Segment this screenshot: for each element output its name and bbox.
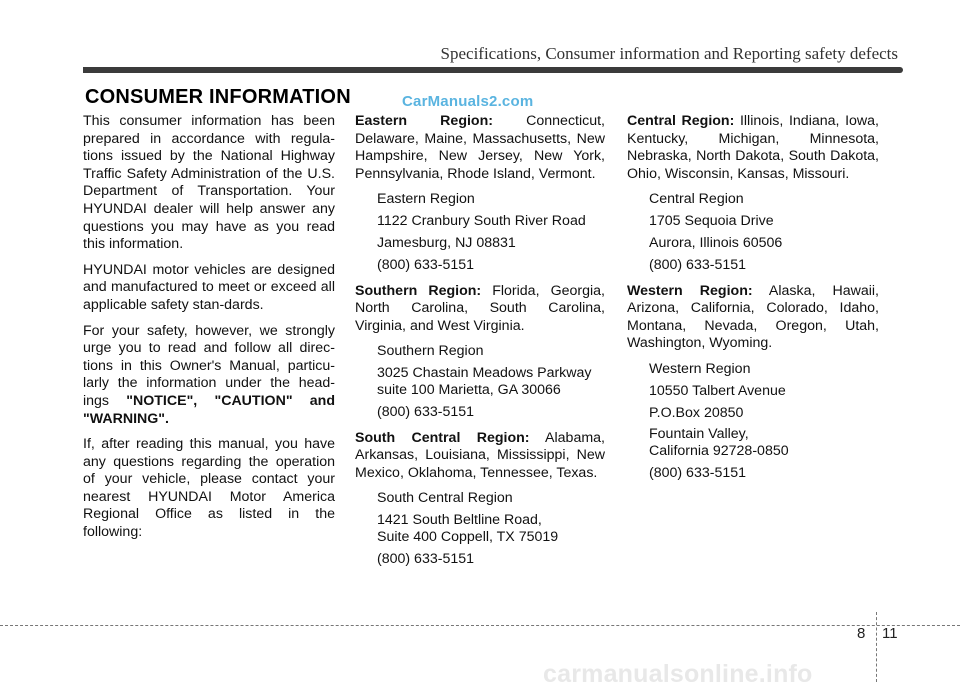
- column-regions-1: [355, 113, 605, 573]
- intro-paragraph-3-bold: "NOTICE", "CAUTION" and "WARNING".: [83, 392, 335, 427]
- eastern-address-line2: Jamesburg, NJ 08831: [377, 234, 516, 251]
- southern-region-label: Southern Region:: [355, 282, 482, 299]
- south-central-region-address: [355, 490, 605, 567]
- central-address-line2: Aurora, Illinois 60506: [649, 234, 783, 251]
- southern-address-line1b: suite 100 Marietta, GA 30066: [377, 381, 561, 398]
- watermark-bottom: carmanualsonline.info: [543, 660, 813, 688]
- central-address-phone: (800) 633-5151: [649, 256, 747, 273]
- eastern-region-label: Eastern Region:: [355, 113, 493, 129]
- western-address-line3b: California 92728-0850: [649, 443, 789, 460]
- intro-paragraph-4: If, after reading this manual, you have any questions regarding the operation of your vehicle, please contact your nearest HYUNDAI Motor America Regional Office as listed in the following:: [83, 436, 335, 541]
- western-region-address: [627, 361, 879, 482]
- southern-address-line1: 3025 Chastain Meadows Parkway: [377, 365, 592, 382]
- western-address-name: Western Region: [649, 360, 751, 377]
- page-header-title: Specifications, Consumer information and Reporting safety defects: [440, 44, 898, 63]
- chapter-number: 8: [857, 625, 866, 642]
- intro-paragraph-3: [83, 323, 335, 429]
- eastern-address-name: Eastern Region: [377, 191, 475, 208]
- header-rule: [83, 67, 903, 73]
- central-address-name: Central Region: [649, 191, 744, 208]
- watermark-top: CarManuals2.com: [402, 93, 534, 110]
- south-central-address-name: South Central Region: [377, 490, 513, 507]
- central-region-label: Central Region:: [627, 113, 735, 129]
- south-central-address-line1b: Suite 400 Coppell, TX 75019: [377, 528, 559, 545]
- section-title: CONSUMER INFORMATION: [85, 86, 351, 108]
- column-intro: [83, 113, 335, 550]
- south-central-address-line1: 1421 South Beltline Road,: [377, 512, 542, 529]
- page-number-divider: [876, 612, 877, 682]
- western-address-line1: 10550 Talbert Avenue: [649, 382, 786, 399]
- south-central-region-states-text: Alabama, Arkansas, Louisiana, Mississippi, New Mexico, Oklahoma, Tennessee, Texas.: [355, 429, 605, 481]
- southern-region-states: [355, 283, 605, 336]
- western-address-phone: (800) 633-5151: [649, 464, 747, 481]
- western-address-line2: P.O.Box 20850: [649, 404, 744, 421]
- eastern-address-line1: 1122 Cranbury South River Road: [377, 213, 586, 230]
- intro-paragraph-3-text: For your safety, however, we strongly urge you to read and follow all direc-tions in this Owner's Manual, particu-larly the information under the head-ings: [83, 322, 335, 409]
- eastern-region-states-text: Connecticut, Delaware, Maine, Massachusetts, New Hampshire, New Jersey, New York, Pennsylvania, Rhode Island, Vermont.: [355, 113, 605, 182]
- western-region-label: Western Region:: [627, 282, 753, 299]
- central-region-states-text: Illinois, Indiana, Iowa, Kentucky, Michigan, Minnesota, Nebraska, North Dakota, South Dakota, Ohio, Wisconsin, Kansas, Missouri.: [627, 113, 880, 182]
- western-region-states-text: Alaska, Hawaii, Arizona, California, Colorado, Idaho, Montana, Nevada, Oregon, Utah, Washington, Wyoming.: [627, 282, 879, 352]
- eastern-address-phone: (800) 633-5151: [377, 256, 475, 273]
- southern-address-name: Southern Region: [377, 343, 484, 360]
- intro-paragraph-1: This consumer information has been prepared in accordance with regula-tions issued by the National Highway Traffic Safety Administration of the U.S. Department of Transportation. Your HYUNDAI dealer will help answer any questions you may have as you read this information.: [83, 113, 335, 253]
- southern-address-phone: (800) 633-5151: [377, 403, 475, 420]
- page-number: 11: [882, 625, 898, 642]
- southern-region-states-text: Florida, Georgia, North Carolina, South Carolina, Virginia, and West Virginia.: [355, 282, 605, 334]
- south-central-address-phone: (800) 633-5151: [377, 550, 475, 567]
- eastern-region-address: [355, 191, 605, 273]
- eastern-region-states: [355, 113, 605, 183]
- central-address-line1: 1705 Sequoia Drive: [649, 213, 774, 230]
- central-region-address: [627, 191, 879, 273]
- western-address-line3a: Fountain Valley,: [649, 426, 749, 443]
- south-central-region-states: [355, 430, 605, 483]
- footer-dashed-rule: [0, 625, 960, 626]
- central-region-states: [627, 113, 879, 183]
- column-regions-2: [627, 113, 879, 487]
- southern-region-address: [355, 343, 605, 420]
- intro-paragraph-2: HYUNDAI motor vehicles are designed and manufactured to meet or exceed all applicable safety stan-dards.: [83, 261, 335, 313]
- western-region-states: [627, 283, 879, 353]
- south-central-region-label: South Central Region:: [355, 429, 530, 446]
